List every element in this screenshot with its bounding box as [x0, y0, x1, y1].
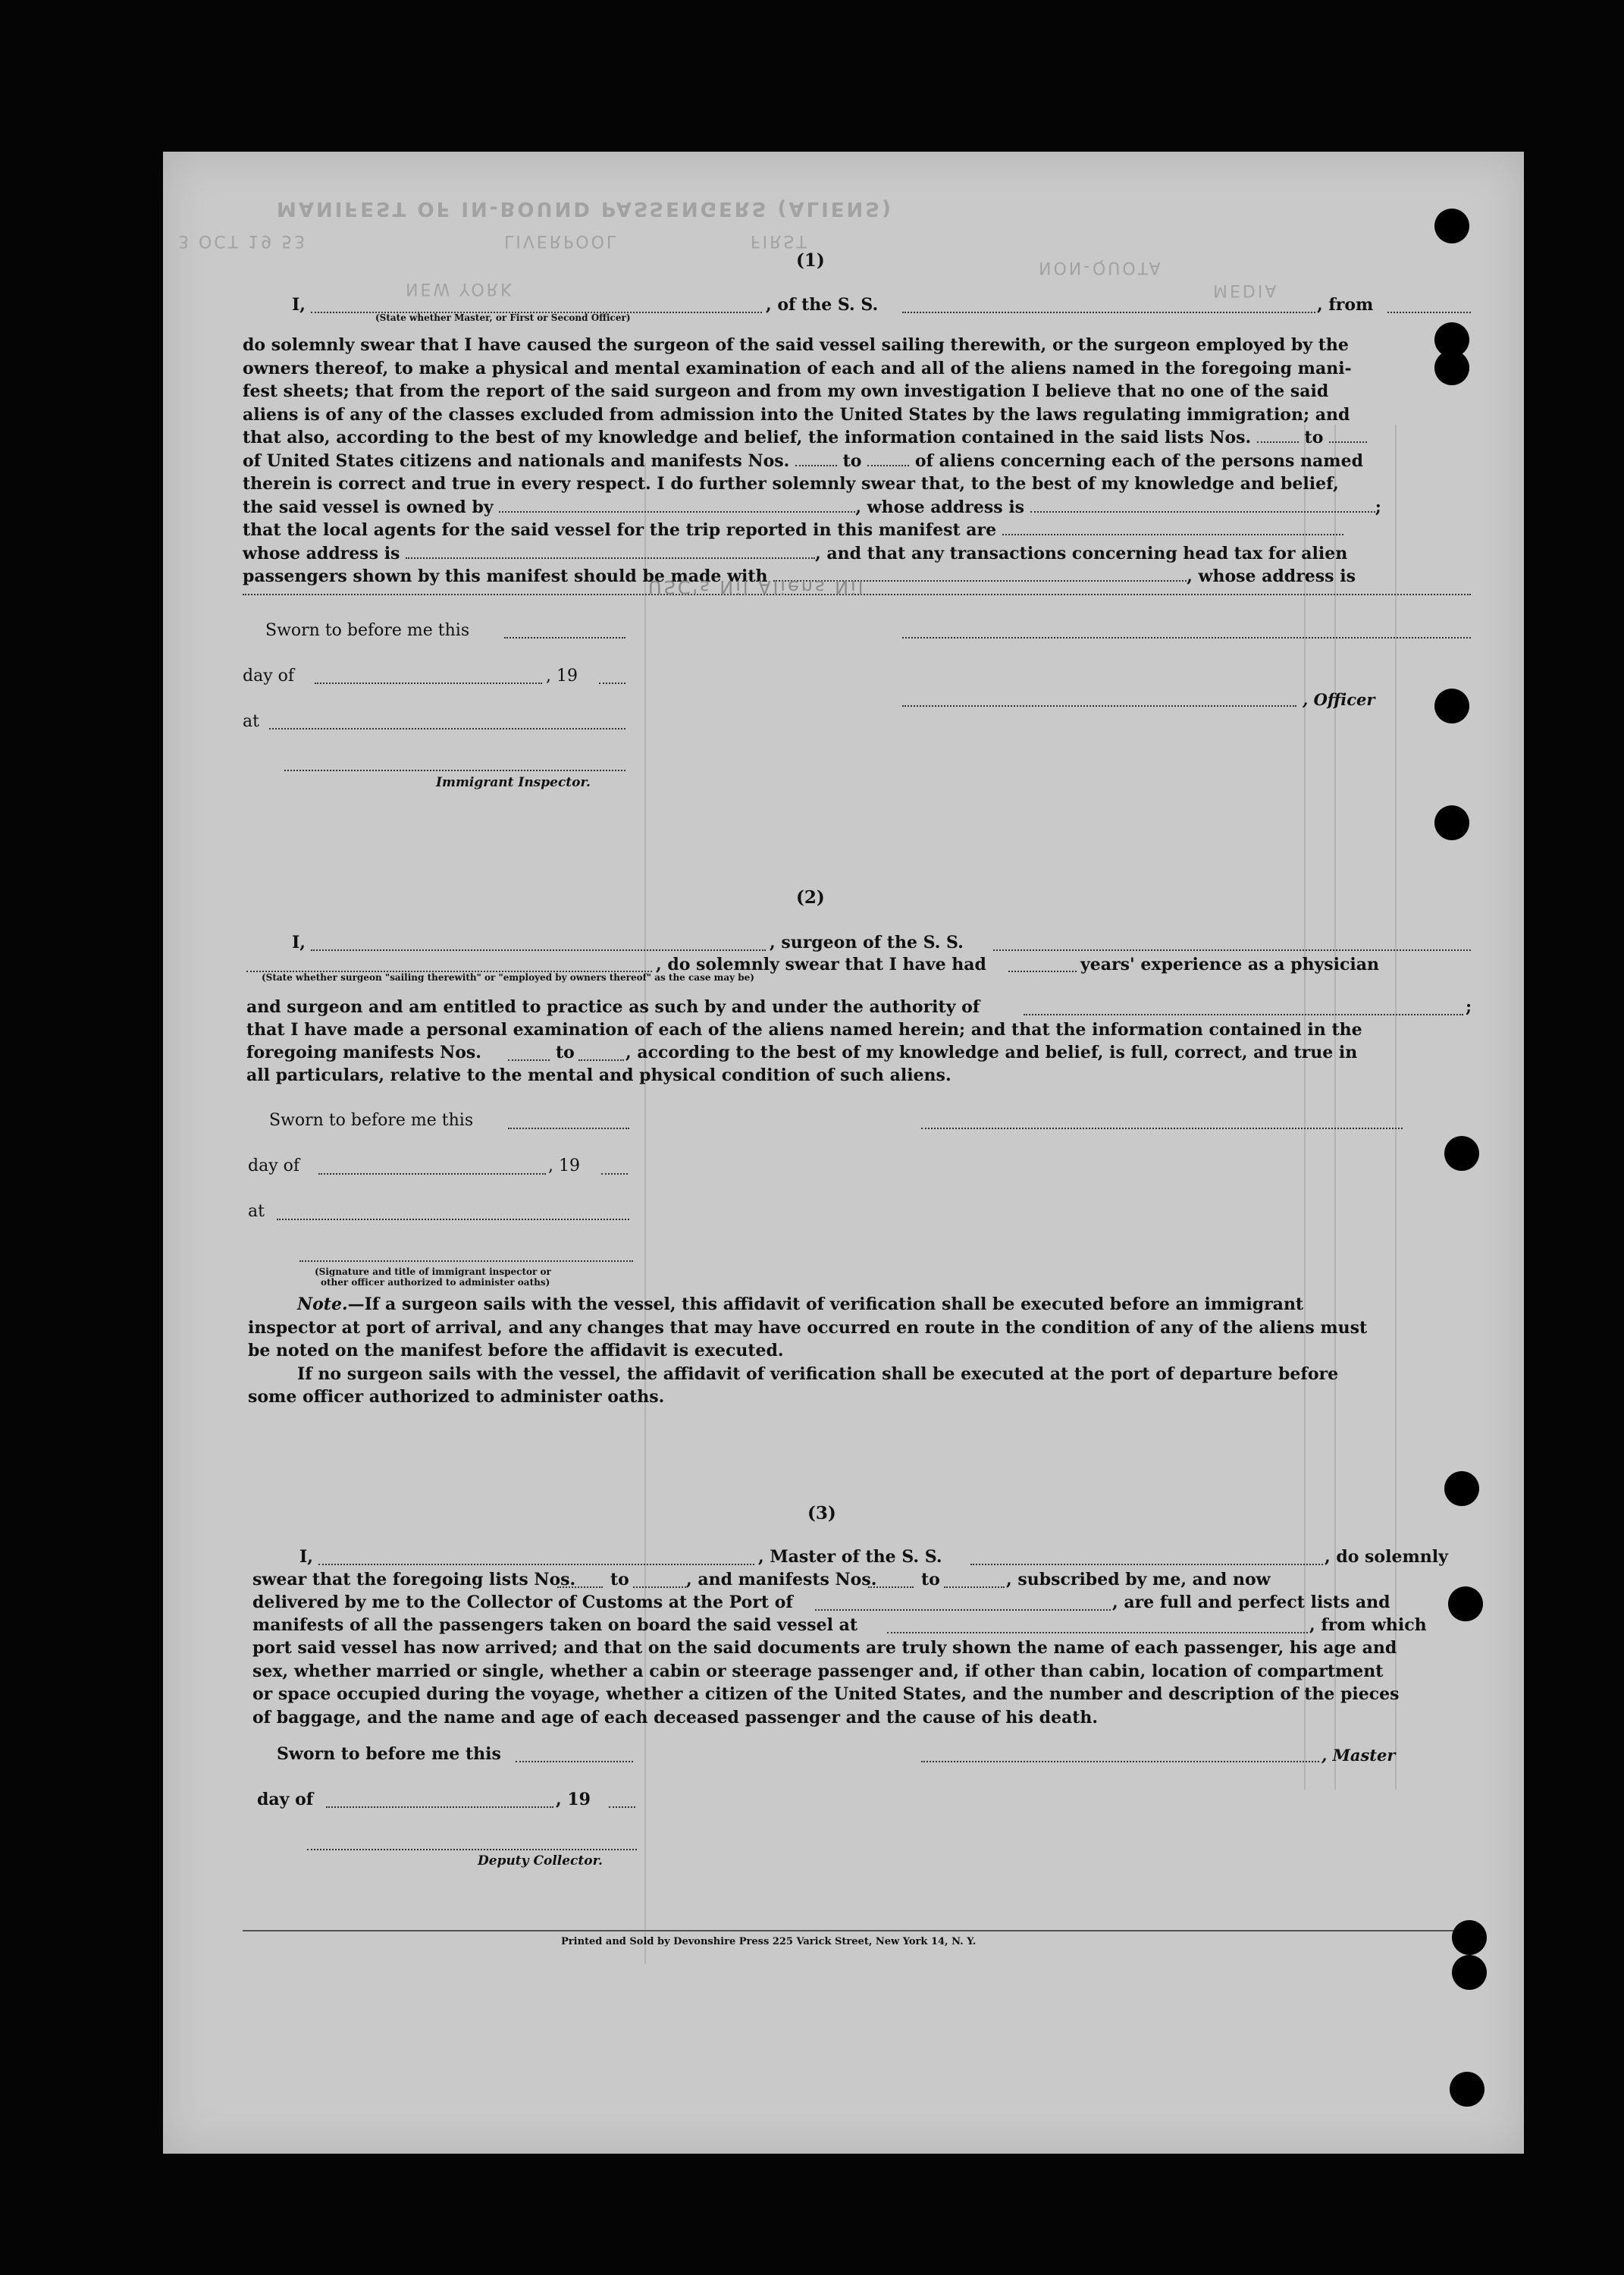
s3-line: sex, whether married or single, whether a cabin or steerage passenger and, if other than cabin, location of compartment: [252, 1661, 1384, 1681]
s3-year: , 19: [556, 1790, 591, 1809]
s1-paragraph: [243, 334, 1471, 588]
s1-of-ss: , of the S. S.: [766, 295, 879, 315]
s3-l4a: manifests of all the passengers taken on board the said vessel at: [252, 1615, 858, 1635]
s3-paragraph: [252, 1636, 1481, 1729]
s2-small-note: (State whether surgeon "sailing therewith" or "employed by owners thereof" as the case may be): [262, 972, 754, 983]
footer-rule: [243, 1930, 1471, 1931]
s3-lists-to-blank: [633, 1586, 686, 1588]
s1-sworn: Sworn to before me this: [265, 621, 470, 640]
s1-officer-label: , Officer: [1303, 690, 1375, 709]
s3-l2to2: to: [921, 1570, 940, 1589]
s2-note-line: If no surgeon sails with the vessel, the affidavit of verification shall be executed at the port of departure before: [297, 1363, 1339, 1384]
s2-semicolon: ;: [1466, 997, 1472, 1017]
s2-sworn-blank: [508, 1128, 629, 1129]
s1-from: , from: [1317, 295, 1374, 315]
binder-hole: [1452, 1920, 1487, 1955]
s1-inspector-blank: [284, 770, 625, 771]
ghost-header-title: MANIFEST OF IN-BOUND PASSENGERS (ALIENS): [277, 197, 893, 220]
s3-deputy-label: Deputy Collector.: [478, 1853, 603, 1869]
ghost-arrival-port: NEW YORK: [406, 279, 514, 298]
s1-line-lists: that also, according to the best of my knowledge and belief, the information contained in the said lists Nos. to: [243, 426, 1471, 450]
s1-at-blank: [269, 728, 625, 730]
s2-years: years' experience as a physician: [1080, 955, 1380, 974]
s3-manifests-to-blank: [944, 1586, 1005, 1588]
section-3-number: (3): [807, 1503, 836, 1523]
s2-sig-blank: [921, 1128, 1403, 1129]
s2-at-blank: [277, 1219, 629, 1220]
s2-line-all: all particulars, relative to the mental and physical condition of such aliens.: [246, 1065, 952, 1085]
s1-year: , 19: [546, 667, 578, 686]
binder-hole: [1434, 350, 1469, 385]
s2-i: I,: [292, 933, 306, 952]
s2-sig-note-1: (Signature and title of immigrant inspector or: [315, 1266, 551, 1277]
s3-collector-blank: [307, 1849, 637, 1850]
s2-note-line: Note.—If a surgeon sails with the vessel, this affidavit of verification shall be executed before an immigrant: [297, 1294, 1304, 1314]
s1-stamp: USC's Nil Aliens Nil: [648, 576, 866, 598]
s3-name-blank: [318, 1564, 754, 1565]
s3-boarded-blank: [887, 1632, 1308, 1633]
s1-line: therein is correct and true in every respect. I do further solemnly swear that, to the best of my knowledge and belief,: [243, 474, 1339, 494]
s3-lists-blank: [557, 1586, 603, 1588]
s1-sworn-blank: [504, 637, 625, 639]
s2-note-line: be noted on the manifest before the affidavit is executed.: [248, 1341, 784, 1360]
s3-port-blank: [815, 1609, 1111, 1611]
bleed-line: [1334, 425, 1336, 1790]
s1-officer-top-blank: [902, 637, 1471, 639]
s1-inspector-label: Immigrant Inspector.: [436, 775, 591, 790]
s3-ship-blank: [970, 1564, 1323, 1565]
s3-l2c: , subscribed by me, and now: [1006, 1570, 1271, 1589]
s3-l3b: , are full and perfect lists and: [1112, 1592, 1390, 1612]
printer-credit: Printed and Sold by Devonshire Press 225 Varick Street, New York 14, N. Y.: [561, 1936, 977, 1947]
ghost-non-quota: NON-QUOTA: [1039, 258, 1163, 277]
s2-year: , 19: [548, 1156, 580, 1175]
s1-officer-blank: [902, 705, 1296, 707]
s2-swear: , do solemnly swear that I have had: [656, 955, 986, 974]
s3-l2a: swear that the foregoing lists Nos.: [252, 1570, 576, 1589]
s2-line-authority: and surgeon and am entitled to practice as such by and under the authority of: [246, 997, 980, 1017]
s3-year-blank: [609, 1806, 635, 1808]
s1-at: at: [243, 712, 259, 731]
s1-day-of: day of: [243, 667, 295, 686]
s2-to-blank: [578, 1059, 624, 1061]
s1-line-address: whose address is , and that any transactions concerning head tax for alien: [243, 543, 1348, 563]
binder-hole: [1448, 1586, 1483, 1621]
binder-hole: [1434, 805, 1469, 840]
s1-line: owners thereof, to make a physical and mental examination of each and all of the aliens named in the foregoing mani-: [243, 358, 1352, 378]
s3-l4b: , from which: [1309, 1615, 1427, 1635]
s1-line: fest sheets; that from the report of the said surgeon and from my own investigation I believe that no one of the said: [243, 381, 1329, 401]
s1-small-note: (State whether Master, or First or Second Officer): [375, 312, 631, 323]
s2-ship-blank: [993, 949, 1471, 951]
s3-line: of baggage, and the name and age of each deceased passenger and the cause of his death.: [252, 1707, 1099, 1727]
s3-i: I,: [299, 1547, 313, 1567]
s2-surgeon-of: , surgeon of the S. S.: [770, 933, 964, 952]
section-2-number: (2): [796, 887, 825, 908]
s3-master-of: , Master of the S. S.: [758, 1547, 942, 1567]
s3-line: port said vessel has now arrived; and that on the said documents are truly shown the name of each passenger, his age and: [252, 1638, 1397, 1658]
s1-i: I,: [292, 295, 306, 315]
binder-hole: [1444, 1471, 1479, 1506]
binder-hole: [1452, 1955, 1487, 1990]
s1-line-citizens: of United States citizens and nationals and manifests Nos. to of aliens concerning each of the persons named: [243, 450, 1363, 471]
s2-note-line: some officer authorized to administer oaths.: [248, 1387, 665, 1407]
s2-note-line: inspector at port of arrival, and any changes that may have occurred en route in the condition of any of the aliens must: [248, 1317, 1368, 1338]
ghost-class: FIRST: [751, 231, 809, 250]
s2-note: [248, 1293, 1476, 1409]
s1-line-owned: the said vessel is owned by , whose address is ;: [243, 497, 1381, 517]
s3-master-label: , Master: [1321, 1746, 1396, 1765]
s3-l3a: delivered by me to the Collector of Customs at the Port of: [252, 1592, 793, 1612]
s2-nos-blank: [508, 1059, 550, 1061]
s3-do-solemnly: , do solemnly: [1325, 1547, 1448, 1567]
s2-line-foregoing-a: foregoing manifests Nos.: [246, 1043, 481, 1062]
s1-line-passengers: passengers shown by this manifest should be made with , whose address is: [243, 566, 1356, 586]
binder-hole: [1434, 689, 1469, 723]
s1-line: aliens is of any of the classes excluded from admission into the United States by the laws regulating immigration; and: [243, 404, 1350, 425]
s2-day-blank: [318, 1173, 546, 1175]
s1-day-blank: [315, 682, 542, 684]
s3-master-blank: [921, 1761, 1319, 1762]
s3-line: or space occupied during the voyage, whether a citizen of the United States, and the number and description of the pieces: [252, 1684, 1400, 1704]
bleed-line: [644, 463, 646, 1964]
s2-line-foregoing-b: , according to the best of my knowledge and belief, is full, correct, and true in: [625, 1043, 1358, 1062]
binder-hole: [1434, 209, 1469, 243]
binder-hole: [1444, 1136, 1479, 1171]
s3-day-blank: [326, 1806, 553, 1808]
s3-l2to: to: [610, 1570, 629, 1589]
section-1-number: (1): [796, 250, 825, 271]
bleed-line: [1395, 425, 1397, 1790]
s1-ship-blank: [902, 312, 1315, 313]
s2-day-of: day of: [248, 1156, 300, 1175]
s2-year-blank: [601, 1173, 628, 1175]
ghost-media: MEDIA: [1213, 281, 1279, 300]
manifest-page: [163, 152, 1524, 2154]
s2-sig-note-2: other officer authorized to administer oaths): [321, 1277, 550, 1288]
s3-l2b: , and manifests Nos.: [686, 1570, 877, 1589]
s3-sworn-blank: [516, 1761, 633, 1762]
binder-hole: [1450, 2072, 1484, 2107]
s2-name-blank: [311, 949, 766, 951]
bleed-line: [1304, 425, 1306, 1790]
ghost-from-port: LIVERPOOL: [504, 231, 619, 250]
s2-authority-blank: [1024, 1014, 1463, 1015]
s2-sworn: Sworn to before me this: [269, 1111, 474, 1130]
s3-sworn: Sworn to before me this: [277, 1744, 501, 1764]
s1-year-blank: [599, 682, 625, 684]
s3-manifests-blank: [868, 1586, 914, 1588]
s2-inspector-blank: [299, 1260, 633, 1262]
s2-years-blank: [1008, 971, 1077, 972]
s2-at: at: [248, 1202, 265, 1221]
ghost-date: 3 OCT 19 53: [178, 231, 308, 250]
s3-day-of: day of: [257, 1790, 314, 1809]
s2-line-foregoing-to: to: [556, 1043, 575, 1062]
s1-line: do solemnly swear that I have caused the surgeon of the said vessel sailing therewith, or the surgeon employed by the: [243, 335, 1349, 355]
s1-from-blank: [1387, 312, 1471, 313]
s1-line-agents: that the local agents for the said vessel for the trip reported in this manifest are: [243, 519, 1471, 542]
s2-line-personal: that I have made a personal examination of each of the aliens named herein; and that the information contained in the: [246, 1020, 1362, 1040]
